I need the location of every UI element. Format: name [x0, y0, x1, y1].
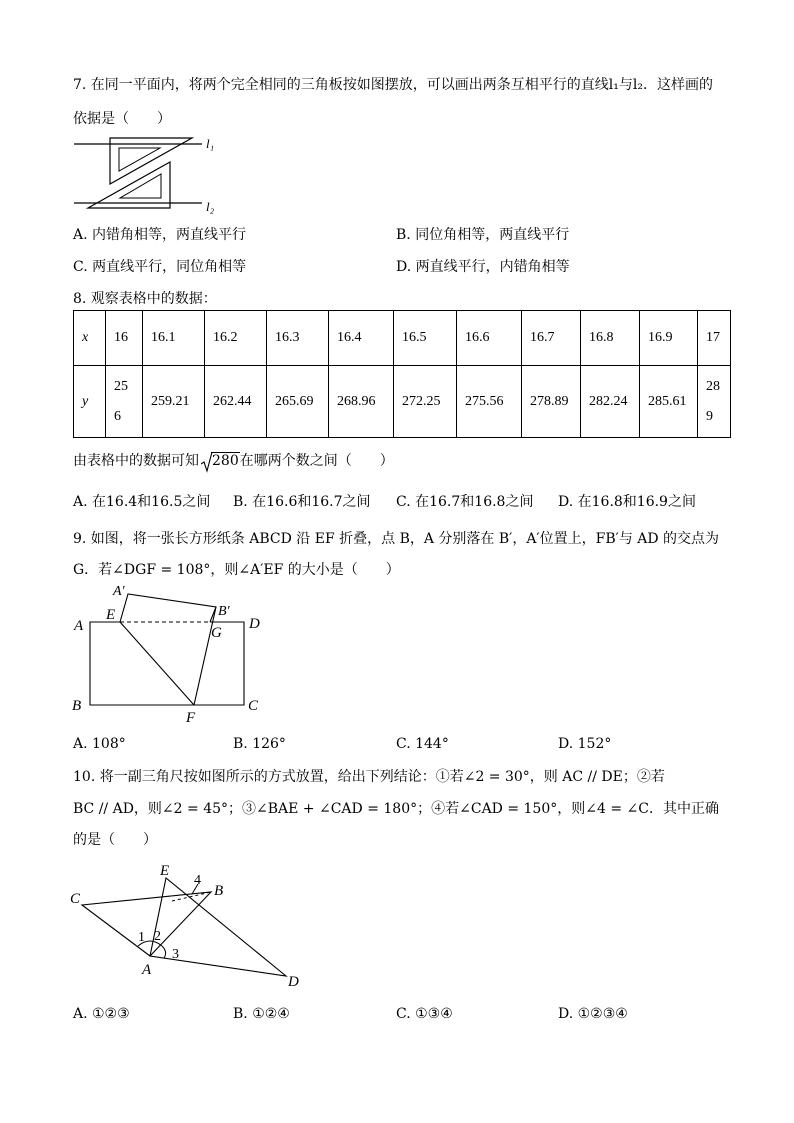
label-c: C: [248, 698, 259, 714]
table-row-y: [74, 366, 731, 438]
q7-triangle-figure: [70, 134, 230, 216]
table-cell: 16: [106, 311, 143, 366]
table-cell-part: 6: [114, 408, 121, 424]
label-b: B: [214, 883, 224, 899]
table-cell: 16.6: [457, 311, 522, 366]
label-angle-1: 1: [138, 930, 145, 945]
label-c: C: [70, 891, 81, 907]
table-header-x: x: [74, 311, 106, 366]
table-cell: 268.96: [329, 366, 394, 438]
q8-question-after: 在哪两个数之间（ ）: [239, 453, 394, 469]
table-cell: 16.7: [522, 311, 581, 366]
line-ef: [120, 622, 194, 705]
upper-triangle: [110, 138, 192, 184]
label-a: A: [142, 962, 152, 978]
sqrt-radicand: 280: [212, 453, 239, 469]
table-cell: [698, 366, 731, 438]
label-a1: A′: [113, 584, 125, 599]
table-cell: 16.1: [143, 311, 205, 366]
table-cell: 278.89: [522, 366, 581, 438]
q9-stem-line1: 9. 如图，将一张长方形纸条 ABCD 沿 EF 折叠，点 B，A 分别落在 B′，A′位置上，FB′与 AD 的交点为: [73, 531, 720, 547]
q7-stem-line1: 7. 在同一平面内，将两个完全相同的三角板按如图摆放，可以画出两条互相平行的直线l₁与l₂．这样画的: [73, 77, 713, 93]
q7-option-c[interactable]: C. 两直线平行，同位角相等: [73, 259, 247, 275]
dashed-line: [172, 892, 211, 901]
table-cell: 16.8: [581, 311, 640, 366]
table-cell-part: 25: [114, 378, 128, 394]
table-header-y: y: [74, 366, 106, 438]
q8-option-d[interactable]: D. 在16.8和16.9之间: [558, 494, 696, 510]
label-b1: B′: [218, 604, 230, 619]
table-cell: 16.3: [267, 311, 329, 366]
q7-option-a[interactable]: A. 内错角相等，两直线平行: [73, 227, 247, 243]
table-cell: 275.56: [457, 366, 522, 438]
label-a: A: [74, 618, 84, 634]
label-e: E: [160, 863, 170, 879]
sqrt-expression: [201, 453, 240, 469]
label-angle-4: 4: [194, 873, 201, 888]
q8-question-before: 由表格中的数据可知: [73, 453, 199, 469]
q9-option-d[interactable]: D. 152°: [558, 736, 612, 752]
label-angle-2: 2: [154, 929, 161, 944]
label-l2: l₂: [206, 199, 215, 214]
q10-option-c[interactable]: C. ①③④: [396, 1006, 453, 1022]
table-cell: 282.24: [581, 366, 640, 438]
q8-stem: 8. 观察表格中的数据：: [73, 291, 217, 307]
table-cell: 259.21: [143, 366, 205, 438]
label-e: E: [106, 607, 116, 623]
q8-option-b[interactable]: B. 在16.6和16.7之间: [233, 494, 371, 510]
table-cell: 265.69: [267, 366, 329, 438]
q7-option-d[interactable]: D. 两直线平行，内错角相等: [396, 259, 570, 275]
q7-option-b[interactable]: B. 同位角相等，两直线平行: [396, 227, 570, 243]
q10-option-a[interactable]: A. ①②③: [73, 1006, 130, 1022]
q10-stem-line3: 的是（ ）: [73, 832, 157, 848]
table-cell-part: 9: [706, 408, 713, 424]
table-row-x: [74, 311, 731, 366]
angle-arc-3: [162, 946, 166, 958]
q9-option-c[interactable]: C. 144°: [396, 736, 449, 752]
q10-set-squares-figure: [68, 858, 308, 990]
label-angle-3: 3: [172, 947, 179, 962]
q9-option-a[interactable]: A. 108°: [73, 736, 126, 752]
label-b: B: [72, 698, 82, 714]
q8-option-a[interactable]: A. 在16.4和16.5之间: [73, 494, 211, 510]
triangle-acb: [82, 892, 211, 956]
q8-data-table: [73, 310, 731, 438]
q9-option-b[interactable]: B. 126°: [233, 736, 286, 752]
folded-part: [120, 594, 216, 622]
table-cell: 272.25: [394, 366, 457, 438]
label-g: G: [211, 625, 222, 641]
label-f: F: [186, 710, 196, 726]
table-cell: 16.4: [329, 311, 394, 366]
table-cell: 16.5: [394, 311, 457, 366]
label-l1: l₁: [206, 136, 215, 151]
table-cell: 262.44: [205, 366, 267, 438]
label-d: D: [288, 974, 299, 990]
q7-stem-line2: 依据是（ ）: [73, 111, 171, 127]
lower-triangle: [88, 162, 170, 208]
table-cell: 17: [698, 311, 731, 366]
q10-stem-line2: BC // AD，则∠2 = 45°；③∠BAE + ∠CAD = 180°；④若∠CAD = 150°，则∠4 = ∠C．其中正确: [73, 801, 719, 817]
q10-stem-line1: 10. 将一副三角尺按如图所示的方式放置，给出下列结论：①若∠2 = 30°，则 AC // DE；②若: [73, 769, 665, 785]
q9-folded-strip-figure: [70, 582, 270, 727]
sqrt-symbol-icon: [201, 451, 213, 473]
table-cell: 16.2: [205, 311, 267, 366]
q10-option-d[interactable]: D. ①②③④: [558, 1006, 628, 1022]
table-cell: 16.9: [640, 311, 698, 366]
q9-stem-line2: G．若∠DGF = 108°，则∠A′EF 的大小是（ ）: [73, 562, 400, 578]
table-cell: [106, 366, 143, 438]
table-cell-part: 28: [706, 378, 720, 394]
q8-question: [73, 450, 394, 470]
q10-option-b[interactable]: B. ①②④: [233, 1006, 290, 1022]
q8-option-c[interactable]: C. 在16.7和16.8之间: [396, 494, 534, 510]
label-d: D: [249, 616, 260, 632]
table-cell: 285.61: [640, 366, 698, 438]
